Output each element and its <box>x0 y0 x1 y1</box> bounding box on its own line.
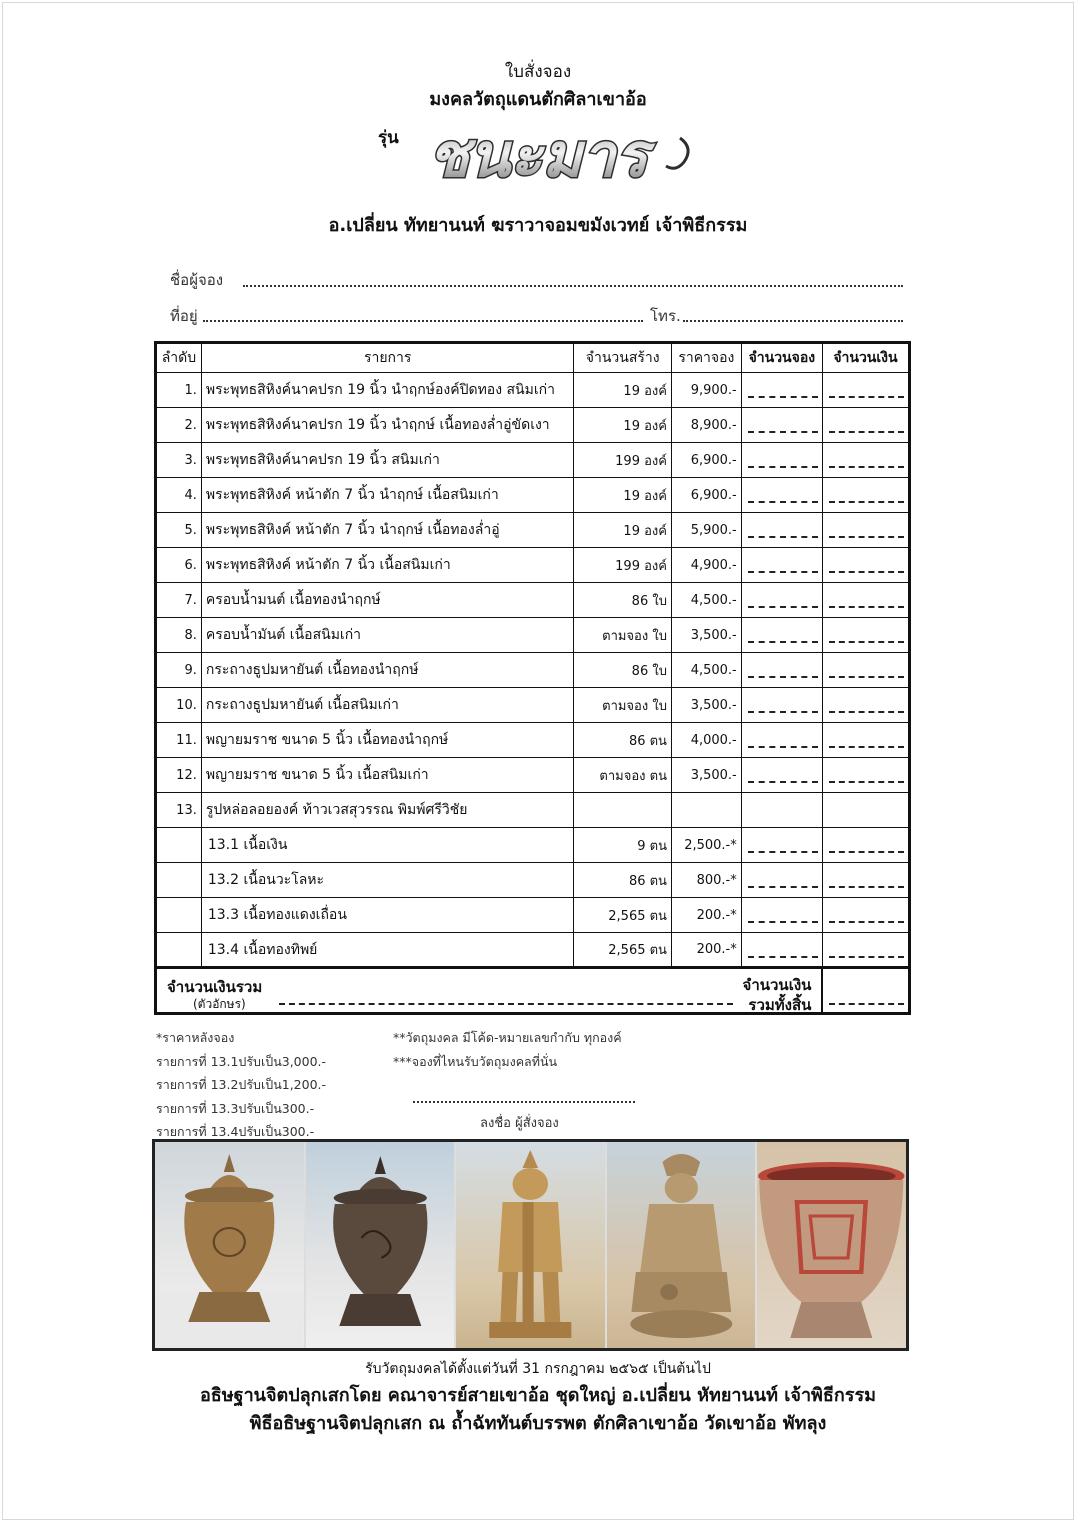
pickup-note: ***จองที่ไหนรับวัตถุมงคลที่นั่น <box>393 1053 558 1069</box>
order-qty-input[interactable] <box>741 373 822 408</box>
order-qty-input[interactable] <box>741 443 822 478</box>
address-field[interactable] <box>203 320 643 322</box>
row-qty: ตามจอง ใบ <box>574 688 671 723</box>
row-no: 9. <box>156 653 202 688</box>
order-qty-input[interactable] <box>741 653 822 688</box>
total-words-cell <box>156 968 742 1014</box>
row-qty: ตามจอง ใบ <box>574 618 671 653</box>
row-item: พระพุทธสิหิงค์นาคปรก 19 นิ้ว สนิมเก่า <box>201 443 574 478</box>
table-row <box>156 863 910 898</box>
row-item: พระพุทธสิหิงค์ หน้าตัก 7 นิ้ว เนื้อสนิมเก่า <box>201 548 574 583</box>
grand-total-label-2: รวมทั้งสิ้น <box>748 996 812 1014</box>
adjust-row <box>156 1073 326 1097</box>
amount-input[interactable] <box>822 583 909 618</box>
series-prefix: รุ่น <box>378 128 399 148</box>
table-row <box>156 373 910 408</box>
row-price: 4,500.- <box>671 653 741 688</box>
adjust-word: ปรับเป็น <box>238 1053 282 1069</box>
order-qty-input[interactable] <box>741 513 822 548</box>
row-item: 13.3 เนื้อทองแดงเถื่อน <box>201 898 574 933</box>
amount-input[interactable] <box>822 478 909 513</box>
row-qty: 86 ตน <box>574 723 671 758</box>
yama-statue-image <box>456 1142 605 1348</box>
after-booking-note: *ราคาหลังจอง <box>156 1030 235 1045</box>
row-no: 10. <box>156 688 202 723</box>
amount-input[interactable] <box>822 723 909 758</box>
amount-input[interactable] <box>822 513 909 548</box>
series-logo <box>380 118 700 198</box>
row-qty: 9 ตน <box>574 828 671 863</box>
amount-input[interactable] <box>822 933 909 968</box>
empty-cell <box>156 898 202 933</box>
row-item: พระพุทธสิหิงค์ หน้าตัก 7 นิ้ว นำฤกษ์ เนื้อสนิมเก่า <box>201 478 574 513</box>
table-row <box>156 548 910 583</box>
row-no: 13. <box>156 793 202 828</box>
row-price: 4,900.- <box>671 548 741 583</box>
row-price: 4,500.- <box>671 583 741 618</box>
table-row <box>156 408 910 443</box>
row-price: 6,900.- <box>671 443 741 478</box>
order-qty-input[interactable] <box>741 863 822 898</box>
row-item: กระถางธูปมหายันต์ เนื้อสนิมเก่า <box>201 688 574 723</box>
header-qty-order: จำนวนจอง <box>741 343 822 373</box>
table-row <box>156 688 910 723</box>
adjust-word: ปรับเป็น <box>238 1077 282 1092</box>
row-qty: 199 องค์ <box>574 548 671 583</box>
amount-input[interactable] <box>822 373 909 408</box>
adjust-word: ปรับเป็น <box>238 1124 282 1139</box>
amount-input[interactable] <box>822 863 909 898</box>
row-no: 8. <box>156 618 202 653</box>
row-qty: 86 ใบ <box>574 583 671 618</box>
ceremony-master-line: อ.เปลี่ยน ทัทยานนท์ ฆราวาจอมขมังเวทย์ เจ้าพิธีกรรม <box>328 215 748 236</box>
amount-input[interactable] <box>822 408 909 443</box>
address-label: ที่อยู่ <box>170 307 198 325</box>
photo-yama-statue-1 <box>456 1142 607 1348</box>
adjust-row <box>156 1097 326 1121</box>
phone-label: โทร. <box>650 307 681 325</box>
empty-cell <box>156 933 202 968</box>
order-qty-input[interactable] <box>741 618 822 653</box>
total-words-label: จำนวนเงินรวม <box>167 978 263 996</box>
series-logo-text: ชนะมาร <box>428 121 648 191</box>
row-no: 11. <box>156 723 202 758</box>
grand-total-label-cell <box>741 968 822 1014</box>
amount-input[interactable] <box>822 688 909 723</box>
table-row <box>156 828 910 863</box>
row-no: 7. <box>156 583 202 618</box>
photo-bronze-bowl <box>155 1142 306 1348</box>
table-row <box>156 758 910 793</box>
order-qty-input[interactable] <box>741 758 822 793</box>
row-qty: 86 ตน <box>574 863 671 898</box>
amount-input[interactable] <box>822 548 909 583</box>
row-item: ครอบน้ำมันต์ เนื้อสนิมเก่า <box>201 618 574 653</box>
extra-notes <box>393 1026 622 1073</box>
photo-incense-pot <box>757 1142 906 1348</box>
photo-yama-statue-2 <box>607 1142 758 1348</box>
order-qty-input[interactable] <box>741 898 822 933</box>
row-item: พระพุทธสิหิงค์นาคปรก 19 นิ้ว นำฤกษ์องค์ปิดทอง สนิมเก่า <box>201 373 574 408</box>
adjust-item: รายการที่ 13.3 <box>156 1100 239 1116</box>
order-qty-input[interactable] <box>741 478 822 513</box>
empty-cell <box>822 793 909 828</box>
row-no: 5. <box>156 513 202 548</box>
order-qty-input[interactable] <box>741 408 822 443</box>
blessing-line: อธิษฐานจิตปลุกเสกโดย คณาจารย์สายเขาอ้อ ชุดใหญ่ อ.เปลี่ยน หัทยานนท์ เจ้าพิธีกรรม <box>199 1385 877 1406</box>
signature-label: ลงชื่อ ผู้สั่งจอง <box>480 1116 559 1131</box>
row-price: 200.-* <box>671 898 741 933</box>
adjust-price: 300.- <box>281 1124 315 1139</box>
code-note: **วัตถุมงคล มีโค้ด-หมายเลขกำกับ ทุกองค์ <box>393 1030 622 1045</box>
logo-flourish <box>666 138 688 168</box>
row-price: 9,900.- <box>671 373 741 408</box>
seated-yama-statue-image <box>607 1142 756 1348</box>
row-price: 8,900.- <box>671 408 741 443</box>
empty-cell <box>156 828 202 863</box>
header-item: รายการ <box>201 343 574 373</box>
empty-cell <box>156 863 202 898</box>
row-no: 3. <box>156 443 202 478</box>
table-row <box>156 933 910 968</box>
name-label: ชื่อผู้จอง <box>170 271 224 289</box>
row-item: กระถางธูปมหายันต์ เนื้อทองนำฤกษ์ <box>201 653 574 688</box>
row-item: พญายมราช ขนาด 5 นิ้ว เนื้อสนิมเก่า <box>201 758 574 793</box>
table-row <box>156 653 910 688</box>
row-no: 12. <box>156 758 202 793</box>
dark-lidded-bowl-image <box>306 1142 455 1348</box>
row-item: พระพุทธสิหิงค์ หน้าตัก 7 นิ้ว นำฤกษ์ เนื้อทองล่ำอู่ <box>201 513 574 548</box>
row-item: 13.1 เนื้อเงิน <box>201 828 574 863</box>
adjust-price: 3,000.- <box>281 1053 327 1069</box>
grand-total-input[interactable] <box>822 968 909 1014</box>
row-price: 3,500.- <box>671 618 741 653</box>
total-words-sublabel: (ตัวอักษร) <box>193 997 246 1011</box>
adjust-item: รายการที่ 13.1 <box>156 1053 239 1069</box>
row-no: 2. <box>156 408 202 443</box>
table-row <box>156 898 910 933</box>
row-item: ครอบน้ำมนต์ เนื้อทองนำฤกษ์ <box>201 583 574 618</box>
order-qty-input[interactable] <box>741 933 822 968</box>
total-words-field[interactable] <box>279 1003 733 1005</box>
row-price: 800.-* <box>671 863 741 898</box>
ceremony-location-line: พิธีอธิษฐานจิตปลุกเสก ณ ถ้ำฉัททันต์บรรพต ตักศิลาเขาอ้อ วัดเขาอ้อ พัทลุง <box>249 1413 827 1434</box>
adjust-item: รายการที่ 13.4 <box>156 1124 239 1139</box>
row-item: 13.2 เนื้อนวะโลหะ <box>201 863 574 898</box>
row-qty: 2,565 ตน <box>574 898 671 933</box>
adjust-word: ปรับเป็น <box>238 1100 282 1116</box>
adjust-row <box>156 1050 326 1074</box>
group-title-row <box>156 793 910 828</box>
table-row <box>156 478 910 513</box>
grand-total-label-1: จำนวนเงิน <box>742 976 812 994</box>
row-item: พระพุทธสิหิงค์นาคปรก 19 นิ้ว นำฤกษ์ เนื้อทองล่ำอู่ขัดเงา <box>201 408 574 443</box>
table-header-row <box>156 343 910 373</box>
adjust-price: 300.- <box>281 1100 315 1116</box>
pickup-date-line: รับวัตถุมงคลได้ตั้งแต่วันที่ 31 กรกฎาคม ๒๕๖๕ เป็นต้นไป <box>365 1361 711 1377</box>
table-row <box>156 618 910 653</box>
table-row <box>156 583 910 618</box>
row-qty: 19 องค์ <box>574 373 671 408</box>
photo-dark-bowl <box>306 1142 457 1348</box>
row-qty: 86 ใบ <box>574 653 671 688</box>
total-row <box>156 968 910 1014</box>
row-price: 6,900.- <box>671 478 741 513</box>
header-price: ราคาจอง <box>671 343 741 373</box>
phone-field[interactable] <box>683 320 903 322</box>
order-qty-input[interactable] <box>741 723 822 758</box>
collection-title: มงคลวัตถุแดนตักศิลาเขาอ้อ <box>429 89 647 110</box>
row-qty: 19 องค์ <box>574 513 671 548</box>
row-price: 3,500.- <box>671 688 741 723</box>
amount-input[interactable] <box>822 443 909 478</box>
header-amount: จำนวนเงิน <box>822 343 909 373</box>
price-adjust-notes <box>156 1026 326 1144</box>
row-qty: 199 องค์ <box>574 443 671 478</box>
header-qty-made: จำนวนสร้าง <box>574 343 671 373</box>
signature-field[interactable] <box>413 1101 635 1103</box>
empty-cell <box>741 793 822 828</box>
table-row <box>156 723 910 758</box>
row-qty: 19 องค์ <box>574 408 671 443</box>
row-qty: 2,565 ตน <box>574 933 671 968</box>
row-qty: 19 องค์ <box>574 478 671 513</box>
amount-input[interactable] <box>822 758 909 793</box>
adjust-item: รายการที่ 13.2 <box>156 1077 239 1092</box>
order-qty-input[interactable] <box>741 828 822 863</box>
order-qty-input[interactable] <box>741 583 822 618</box>
form-title: ใบสั่งจอง <box>504 62 572 82</box>
row-item: พญายมราช ขนาด 5 นิ้ว เนื้อทองนำฤกษ์ <box>201 723 574 758</box>
row-price: 5,900.- <box>671 513 741 548</box>
empty-cell <box>574 793 671 828</box>
row-price: 4,000.- <box>671 723 741 758</box>
amount-input[interactable] <box>822 653 909 688</box>
table-row <box>156 513 910 548</box>
row-no: 6. <box>156 548 202 583</box>
name-field[interactable] <box>243 285 903 287</box>
table-row <box>156 443 910 478</box>
adjust-price: 1,200.- <box>281 1077 327 1092</box>
row-item: 13.4 เนื้อทองทิพย์ <box>201 933 574 968</box>
group-title: รูปหล่อลอยองค์ ท้าวเวสสุวรรณ พิมพ์ศรีวิชัย <box>201 793 574 828</box>
order-qty-input[interactable] <box>741 688 822 723</box>
product-photo-strip <box>152 1139 909 1351</box>
row-price: 200.-* <box>671 933 741 968</box>
incense-pot-image <box>757 1142 906 1348</box>
amount-input[interactable] <box>822 618 909 653</box>
empty-cell <box>671 793 741 828</box>
amount-input[interactable] <box>822 898 909 933</box>
row-price: 3,500.- <box>671 758 741 793</box>
header-no: ลำดับ <box>156 343 202 373</box>
row-price: 2,500.-* <box>671 828 741 863</box>
bronze-lidded-bowl-image <box>155 1142 304 1348</box>
order-table <box>154 341 911 1015</box>
row-no: 4. <box>156 478 202 513</box>
order-qty-input[interactable] <box>741 548 822 583</box>
amount-input[interactable] <box>822 828 909 863</box>
row-no: 1. <box>156 373 202 408</box>
row-qty: ตามจอง ตน <box>574 758 671 793</box>
